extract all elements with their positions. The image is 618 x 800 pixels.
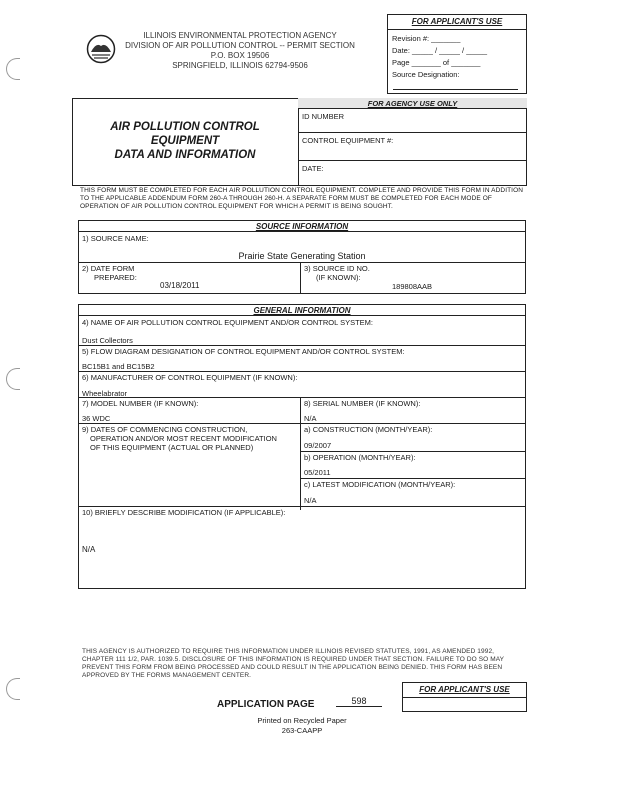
agency-use-title: FOR AGENCY USE ONLY — [367, 99, 458, 108]
construction-date-value[interactable]: 09/2007 — [304, 441, 332, 450]
application-page-value[interactable]: 598 — [336, 696, 382, 707]
dates-label-b: OPERATION AND/OR MOST RECENT MODIFICATION — [90, 434, 277, 443]
operation-date-value[interactable]: 05/2011 — [304, 468, 331, 477]
agency-name: ILLINOIS ENVIRONMENTAL PROTECTION AGENCY — [143, 31, 337, 40]
binder-hole — [6, 58, 20, 80]
revision-field[interactable]: Revision #: _______ — [392, 34, 461, 43]
form-number: 263-CAAPP — [281, 726, 323, 735]
source-name-label: 1) SOURCE NAME: — [82, 234, 149, 243]
date-prepared-value[interactable]: 03/18/2011 — [160, 281, 200, 290]
serial-number-label: 8) SERIAL NUMBER (IF KNOWN): — [304, 399, 421, 408]
agency-city: SPRINGFIELD, ILLINOIS 62794-9506 — [172, 61, 308, 70]
modification-description-label: 10) BRIEFLY DESCRIBE MODIFICATION (IF APPLICABLE): — [82, 508, 286, 517]
instruction-line: THIS FORM MUST BE COMPLETED FOR EACH AIR POLLUTION CONTROL EQUIPMENT. COMPLETE AND PROVIDE THIS FORM IN ADDITION — [80, 187, 524, 194]
date-field[interactable]: Date: _____ / _____ / _____ — [392, 46, 488, 55]
footer-applicant-use-title: FOR APPLICANT'S USE — [403, 683, 526, 698]
source-id-label-b: (IF KNOWN): — [316, 273, 361, 282]
applicant-use-box — [387, 14, 527, 94]
source-id-value[interactable]: 189808AAB — [392, 282, 433, 291]
serial-number-value[interactable]: N/A — [304, 414, 317, 423]
source-designation-field[interactable]: Source Designation: — [392, 70, 460, 79]
flow-diagram-value[interactable]: BC15B1 and BC15B2 — [82, 362, 155, 371]
instruction-line: TO THE APPLICABLE ADDENDUM FORM 260-A THROUGH 260-H. A SEPARATE FORM MUST BE COMPLETED FOR EACH MODE OF — [80, 195, 492, 202]
form-title-line2: EQUIPMENT — [150, 135, 220, 147]
model-number-value[interactable]: 36 WDC — [82, 414, 111, 423]
form-title-line3: DATA AND INFORMATION — [114, 149, 256, 161]
latest-modification-value[interactable]: N/A — [304, 496, 317, 505]
instruction-line: OPERATION OF AIR POLLUTION CONTROL EQUIPMENT FOR WHICH A PERMIT IS BEING SOUGHT. — [80, 203, 393, 210]
agency-division: DIVISION OF AIR POLLUTION CONTROL -- PERMIT SECTION — [125, 41, 355, 50]
form-title — [72, 120, 298, 162]
manufacturer-label: 6) MANUFACTURER OF CONTROL EQUIPMENT (IF KNOWN): — [82, 373, 298, 382]
iepa-logo-icon — [86, 34, 116, 64]
footer-applicant-use-box — [402, 682, 527, 712]
agency-date-label: DATE: — [302, 164, 324, 173]
source-name-value[interactable]: Prairie State Generating Station — [238, 251, 366, 261]
page-field[interactable]: Page _______ of _______ — [392, 58, 481, 67]
date-prepared-label-b: PREPARED: — [94, 273, 137, 282]
latest-modification-label: c) LATEST MODIFICATION (MONTH/YEAR): — [304, 480, 456, 489]
id-number-label: ID NUMBER — [302, 112, 345, 121]
notice-line: CHAPTER 111 1/2, PAR. 1039.5. DISCLOSURE OF THIS INFORMATION IS REQUIRED UNDER THAT SECTION. FAILURE TO DO SO MAY — [82, 656, 505, 663]
model-number-label: 7) MODEL NUMBER (IF KNOWN): — [82, 399, 199, 408]
form-title-line1: AIR POLLUTION CONTROL — [110, 121, 260, 133]
authorization-notice — [82, 648, 532, 680]
source-id-label-a: 3) SOURCE ID NO. — [304, 264, 370, 273]
dates-label-a: 9) DATES OF COMMENCING CONSTRUCTION, — [82, 425, 248, 434]
flow-diagram-label: 5) FLOW DIAGRAM DESIGNATION OF CONTROL EQUIPMENT AND/OR CONTROL SYSTEM: — [82, 347, 405, 356]
binder-hole — [6, 368, 20, 390]
agency-header — [120, 31, 360, 71]
manufacturer-value[interactable]: Wheelabrator — [82, 389, 128, 398]
agency-pobox: P.O. BOX 19506 — [210, 51, 270, 60]
modification-description-value[interactable]: N/A — [82, 545, 96, 554]
notice-line: PREVENT THIS FORM FROM BEING PROCESSED AND COULD RESULT IN THE APPLICATION BEING DENIED. THIS FORM HAS BEEN — [82, 664, 503, 671]
binder-hole — [6, 678, 20, 700]
notice-line: APPROVED BY THE FORMS MANAGEMENT CENTER. — [82, 672, 252, 679]
applicant-use-title: FOR APPLICANT'S USE — [388, 15, 526, 30]
control-equipment-label: CONTROL EQUIPMENT #: — [302, 136, 394, 145]
recycled-paper-note: Printed on Recycled Paper — [257, 716, 347, 725]
notice-line: THIS AGENCY IS AUTHORIZED TO REQUIRE THIS INFORMATION UNDER ILLINOIS REVISED STATUTES, 1991, AS AMENDED 1992, — [82, 648, 495, 655]
control-equipment-name-value[interactable]: Dust Collectors — [82, 336, 133, 345]
dates-label-c: OF THIS EQUIPMENT (ACTUAL OR PLANNED) — [90, 443, 254, 452]
form-instructions — [80, 187, 530, 211]
control-equipment-name-label: 4) NAME OF AIR POLLUTION CONTROL EQUIPMENT AND/OR CONTROL SYSTEM: — [82, 318, 374, 327]
date-prepared-label-a: 2) DATE FORM — [82, 264, 135, 273]
operation-date-label: b) OPERATION (MONTH/YEAR): — [304, 453, 416, 462]
general-information-title: GENERAL INFORMATION — [253, 306, 351, 315]
construction-date-label: a) CONSTRUCTION (MONTH/YEAR): — [304, 425, 433, 434]
application-page-label: APPLICATION PAGE — [217, 699, 315, 710]
source-information-title: SOURCE INFORMATION — [255, 222, 349, 231]
